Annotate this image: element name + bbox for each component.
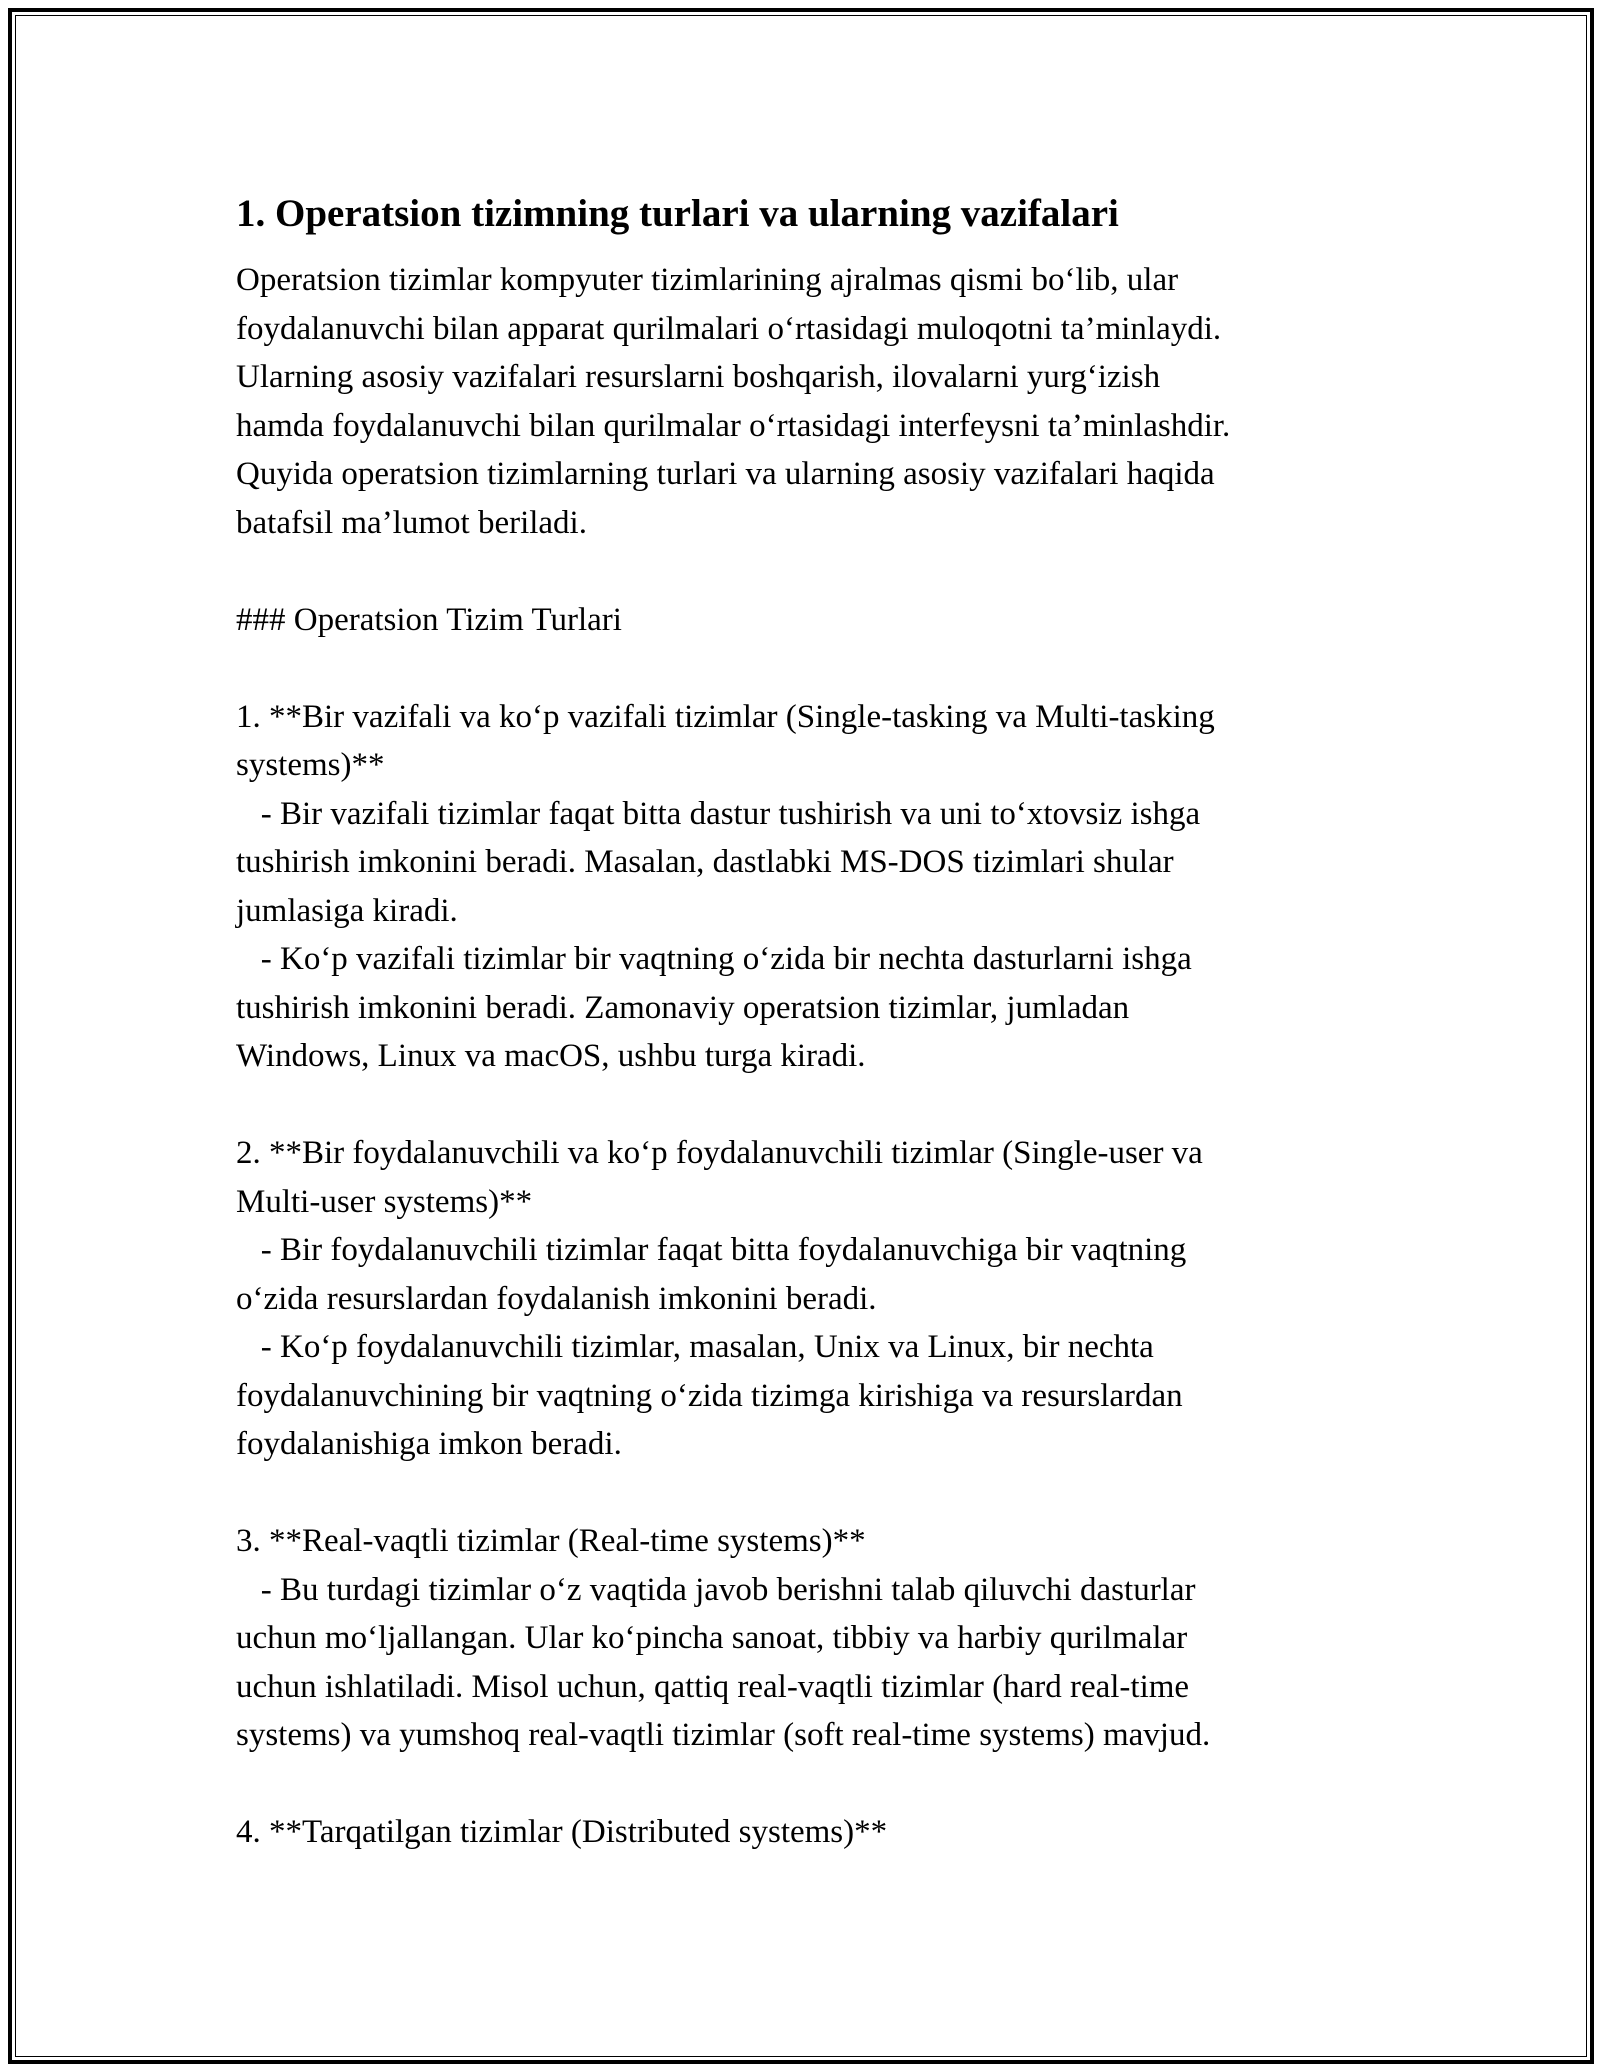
text-line: uchun mo‘ljallangan. Ular ko‘pincha sanoat, tibbiy va harbiy qurilmalar bbox=[236, 1620, 1188, 1656]
list-item-heading: 4. **Tarqatilgan tizimlar (Distributed systems)** bbox=[236, 1814, 888, 1850]
document-title: 1. Operatsion tizimning turlari va ularning vazifalari bbox=[236, 192, 1119, 235]
list-item-heading: 3. **Real-vaqtli tizimlar (Real-time systems)** bbox=[236, 1523, 866, 1559]
blank-line bbox=[236, 1469, 1366, 1518]
text-line: Multi-user systems)** bbox=[236, 1183, 533, 1220]
blank-line bbox=[236, 644, 1366, 693]
blank-line bbox=[236, 1760, 1366, 1809]
text-line: uchun ishlatiladi. Misol uchun, qattiq real-vaqtli tizimlar (hard real-time bbox=[236, 1668, 1190, 1705]
text-line: Windows, Linux va macOS, ushbu turga kiradi. bbox=[236, 1038, 866, 1074]
list-subitem: - Bir foydalanuvchili tizimlar faqat bitta foydalanuvchiga bir vaqtning bbox=[236, 1232, 1187, 1268]
list-subitem: - Bu turdagi tizimlar o‘z vaqtida javob berishni talab qiluvchi dasturlar bbox=[236, 1571, 1196, 1608]
list-subitem: - Ko‘p foydalanuvchili tizimlar, masalan, Unix va Linux, bir nechta bbox=[236, 1329, 1154, 1365]
text-line: Quyida operatsion tizimlarning turlari va ularning asosiy vazifalari haqida bbox=[236, 456, 1215, 492]
blank-line bbox=[236, 1081, 1366, 1130]
text-line: batafsil ma’lumot beriladi. bbox=[236, 504, 587, 541]
text-line: systems)** bbox=[236, 747, 385, 783]
text-line: hamda foydalanuvchi bilan qurilmalar o‘rtasidagi interfeysni ta’minlashdir. bbox=[236, 407, 1231, 444]
text-line: foydalanishiga imkon beradi. bbox=[236, 1426, 622, 1462]
text-line: tushirish imkonini beradi. Masalan, dastlabki MS-DOS tizimlari shular bbox=[236, 844, 1174, 880]
document-body bbox=[236, 186, 1366, 1857]
text-line: foydalanuvchi bilan apparat qurilmalari o‘rtasidagi muloqotni ta’minlaydi. bbox=[236, 310, 1222, 347]
list-subitem: - Bir vazifali tizimlar faqat bitta dastur tushirish va uni to‘xtovsiz ishga bbox=[236, 795, 1201, 832]
list-subitem: - Ko‘p vazifali tizimlar bir vaqtning o‘zida bir nechta dasturlarni ishga bbox=[236, 941, 1192, 977]
text-line: Ularning asosiy vazifalari resurslarni boshqarish, ilovalarni yurg‘izish bbox=[236, 359, 1161, 395]
text-line: o‘zida resurslardan foydalanish imkonini beradi. bbox=[236, 1280, 877, 1317]
section-heading: ### Operatsion Tizim Turlari bbox=[236, 601, 622, 638]
list-item-heading: 2. **Bir foydalanuvchili va ko‘p foydalanuvchili tizimlar (Single-user va bbox=[236, 1135, 1203, 1171]
text-line: tushirish imkonini beradi. Zamonaviy operatsion tizimlar, jumladan bbox=[236, 989, 1130, 1026]
document-text bbox=[236, 256, 1366, 1857]
text-line: foydalanuvchining bir vaqtning o‘zida tizimga kirishiga va resurslardan bbox=[236, 1377, 1183, 1414]
text-line: jumlasiga kiradi. bbox=[236, 892, 458, 929]
list-item-heading: 1. **Bir vazifali va ko‘p vazifali tizimlar (Single-tasking va Multi-tasking bbox=[236, 698, 1215, 735]
text-line: Operatsion tizimlar kompyuter tizimlarining ajralmas qismi bo‘lib, ular bbox=[236, 262, 1179, 298]
blank-line bbox=[236, 547, 1366, 596]
text-line: systems) va yumshoq real-vaqtli tizimlar (soft real-time systems) mavjud. bbox=[236, 1717, 1211, 1753]
